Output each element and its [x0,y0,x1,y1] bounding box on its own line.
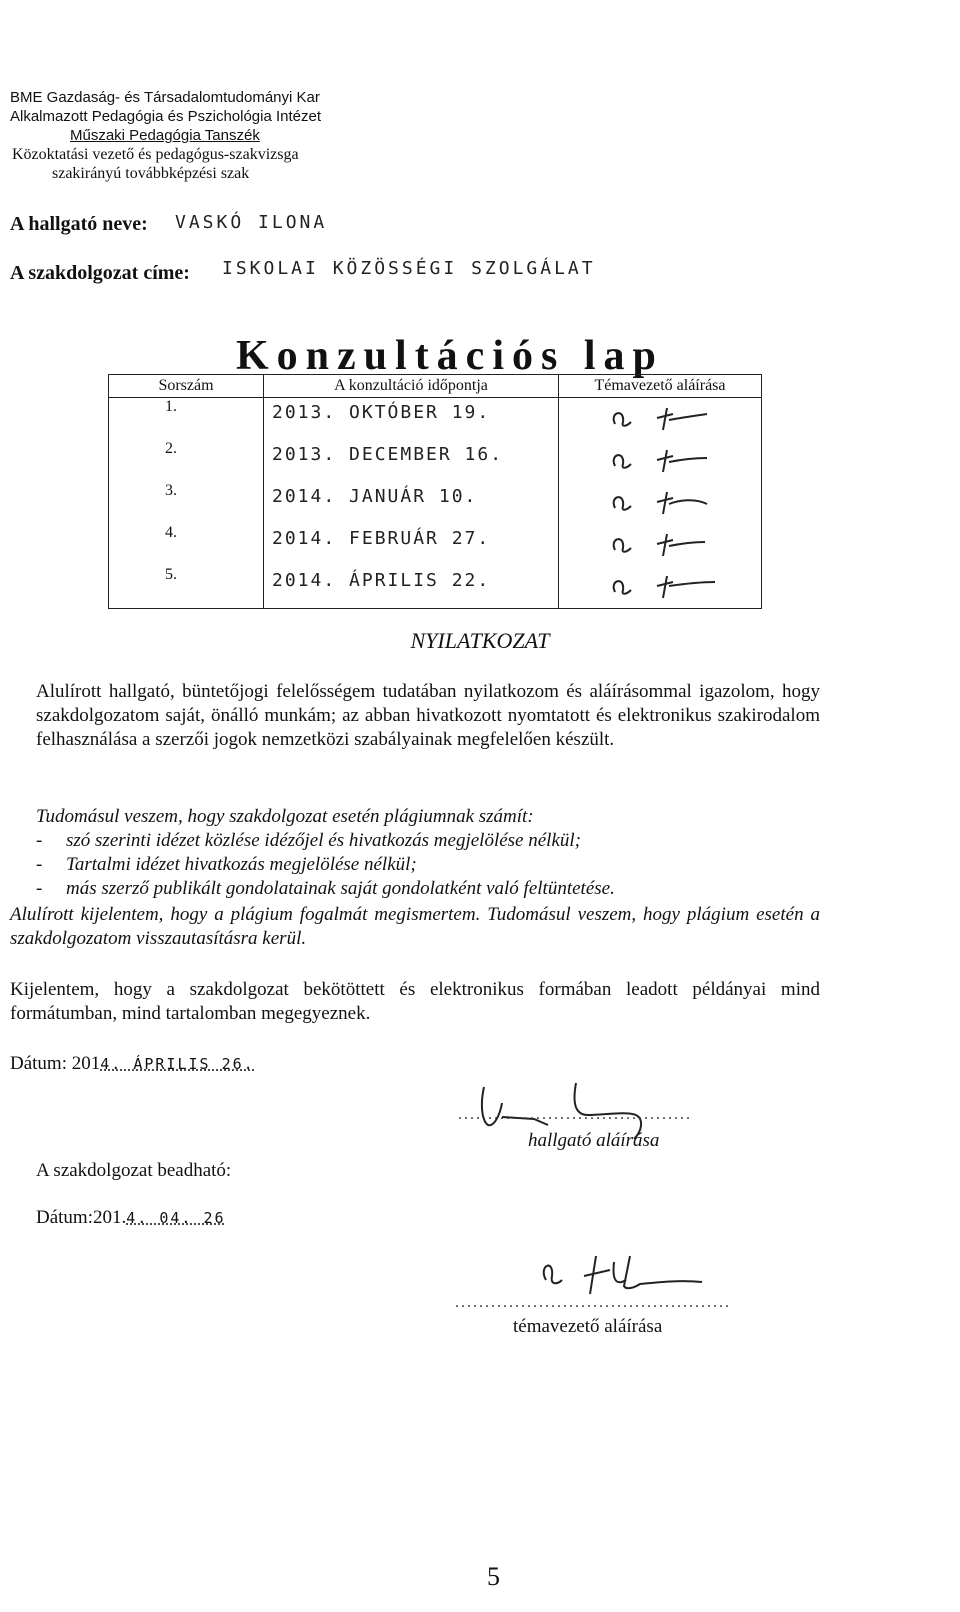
supervisor-signature-mark [559,398,762,441]
date-value: 4. 04. 26 [126,1209,226,1227]
supervisor-signature-mark [559,566,762,609]
row-number: 2. [109,440,264,482]
plagiarism-outro: Alulírott kijelentem, hogy a plágium fogalmát megismertem. Tudomásul veszem, hogy plágium esetén a szakdolgozatom visszautasításra kerül. [10,904,820,949]
date-field-student [10,1053,255,1075]
consultation-date: 2014. ÁPRILIS 22. [264,566,559,609]
student-name-label: A hallgató neve: [10,213,148,235]
student-name-value: VASKÓ ILONA [175,212,328,233]
submission-approval-label: A szakdolgozat beadható: [36,1160,232,1181]
row-number: 4. [109,524,264,566]
thesis-title-label: A szakdolgozat címe: [10,262,190,284]
declaration-paragraph: Alulírott hallgató, büntetőjogi felelősségem tudatában nyilatkozom és aláírásommal igazolom, hogy szakdolgozatom saját, önálló munkám; az abban hivatkozott nyomtatott és elektronikus szakirodalom felhasználása a szerzői jogok nemzetközi szabályainak megfelelően készült. [36,681,820,750]
list-item: - más szerző publikált gondolatainak saját gondolatként való feltüntetése. [36,878,615,899]
thesis-title-value: ISKOLAI KÖZÖSSÉGI SZOLGÁLAT [222,258,596,279]
student-signature-caption: hallgató aláírása [528,1130,660,1151]
supervisor-signature-mark [559,524,762,566]
table-row [109,524,762,566]
department-line: Műszaki Pedagógia Tanszék [70,127,260,144]
consultation-table [108,374,762,609]
declaration-title: NYILATKOZAT [410,628,550,653]
page-number: 5 [487,1562,500,1591]
plagiarism-item: más szerző publikált gondolatainak saját gondolatként való feltüntetése. [66,878,615,899]
institution-header [10,88,321,145]
supervisor-signature-mark [559,482,762,524]
supervisor-signature-line: .............................................. [455,1294,731,1311]
column-header-signature: Témavezető aláírása [559,375,762,398]
faculty-line: BME Gazdaság- és Társadalomtudományi Kar [10,89,320,106]
supervisor-signature-caption: témavezető aláírása [513,1316,663,1337]
consultation-date: 2013. OKTÓBER 19. [264,398,559,441]
column-header-number: Sorszám [109,375,264,398]
date-field-supervisor [36,1207,226,1229]
date-label: Dátum: 201 [10,1053,101,1074]
program-line-1: Közoktatási vezető és pedagógus-szakvizsga [12,146,299,163]
row-number: 3. [109,482,264,524]
table-row [109,566,762,609]
consultation-date: 2013. DECEMBER 16. [264,440,559,482]
consultation-date: 2014. FEBRUÁR 27. [264,524,559,566]
row-number: 1. [109,398,264,441]
program-header [12,145,299,183]
table-row [109,440,762,482]
plagiarism-item: szó szerinti idézet közlése idézőjel és hivatkozás megjelölése nélkül; [66,830,581,851]
date-value: 4. ÁPRILIS 26. [100,1055,255,1073]
plagiarism-item: Tartalmi idézet hivatkozás megjelölése nélkül; [66,854,417,875]
institute-line: Alkalmazott Pedagógia és Pszichológia Intézet [10,108,322,125]
row-number: 5. [109,566,264,609]
list-item: - Tartalmi idézet hivatkozás megjelölése nélkül; [36,854,417,875]
date-label: Dátum:201. [36,1207,127,1228]
consultation-title: Konzultációs lap [236,333,664,379]
program-line-2: szakirányú továbbképzési szak [52,165,250,182]
plagiarism-intro: Tudomásul veszem, hogy szakdolgozat esetén plágiumnak számít: [36,806,534,827]
supervisor-signature [530,1250,730,1300]
list-item: - szó szerinti idézet közlése idézőjel és hivatkozás megjelölése nélkül; [36,830,581,851]
student-signature-line: ....................................... [458,1106,692,1123]
supervisor-signature-mark [559,440,762,482]
column-header-date: A konzultáció időpontja [264,375,559,398]
consistency-statement: Kijelentem, hogy a szakdolgozat bekötöttett és elektronikus formában leadott példányai mind formátumban, mind tartalomban megegyeznek. [10,979,820,1024]
table-row [109,482,762,524]
table-row [109,398,762,441]
consultation-date: 2014. JANUÁR 10. [264,482,559,524]
plagiarism-block [36,805,820,901]
